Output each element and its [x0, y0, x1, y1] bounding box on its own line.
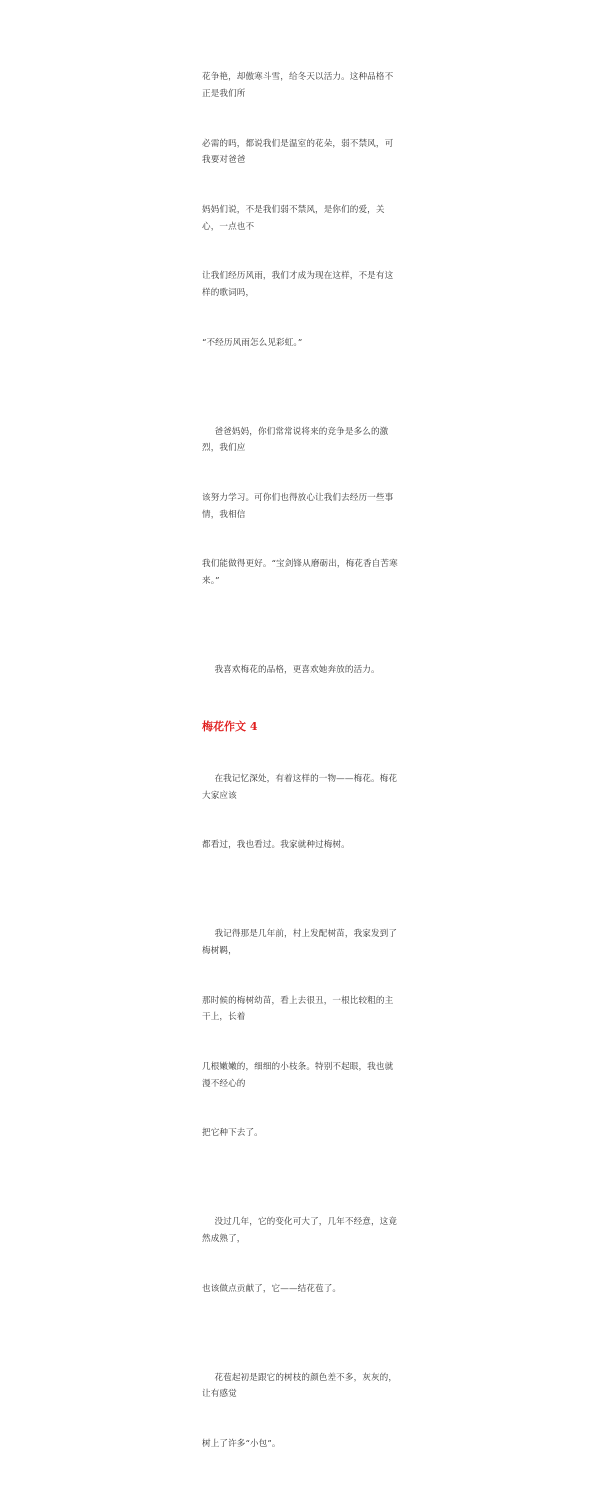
- text-line: 几根嫩嫩的，细细的小枝条。特别不起眼，我也就漫不经心的: [202, 1062, 394, 1089]
- text-line: 我喜欢梅花的品格，更喜欢她奔放的活力。: [214, 664, 380, 675]
- paragraph-6: [202, 1181, 398, 1330]
- text-line: 那时候的梅树幼苗，看上去很丑，一根比较粗的主干上，长着: [202, 995, 394, 1023]
- text-line: 把它种下去了。: [202, 1128, 263, 1139]
- text-line: 也该做点贡献了，它——结花苞了。: [202, 1283, 342, 1294]
- paragraph-4: [202, 738, 398, 887]
- section-heading: 梅花作文 4: [202, 719, 258, 733]
- text-line: 花苞起初是跟它的树枝的颜色差不多，灰灰的，让有感觉: [202, 1372, 398, 1400]
- paragraph-5: [202, 893, 398, 1175]
- text-line: 妈妈们说，不是我们弱不禁风，是你们的爱，关心，一点也不: [202, 204, 385, 232]
- text-line: 必需的吗，都说我们是温室的花朵，弱不禁风，可我要对爸爸: [202, 138, 394, 166]
- text-line: 树上了许多“小包”。: [202, 1439, 281, 1450]
- text-line: 我记得那是几年前，村上发配树苗，我家发到了梅树羁，: [202, 929, 398, 956]
- paragraph-7: [202, 1337, 398, 1486]
- text-line: 花争艳，却傲寒斗雪，给冬天以活力。这种品格不正是我们所: [202, 72, 394, 99]
- text-line: 爸爸妈妈，你们常常说将来的竞争是多么的激烈，我们应: [202, 426, 389, 454]
- text-line: 都看过，我也看过。我家就种过梅树。: [202, 840, 350, 851]
- article-body: [202, 36, 398, 1492]
- text-line: 该努力学习。可你们也得放心让我们去经历一些事情，我相信: [202, 493, 394, 520]
- text-line: 没过几年，它的变化可大了，几年不经意，这竟然成熟了，: [202, 1217, 398, 1244]
- paragraph-2: [202, 390, 398, 622]
- text-line: 我们能做得更好。“宝剑锋从磨砺出，梅花香自苦寒来。”: [202, 559, 398, 586]
- text-line: 让我们经历风雨，我们才成为现在这样，不是有这样的歌词吗，: [202, 271, 394, 298]
- text-line: 在我记忆深处，有着这样的一物——梅花。梅花大家应该: [202, 773, 398, 801]
- text-line: “不经历风雨怎么见彩虹。”: [202, 337, 303, 348]
- paragraph-1: [202, 36, 398, 384]
- paragraph-3: [202, 629, 398, 712]
